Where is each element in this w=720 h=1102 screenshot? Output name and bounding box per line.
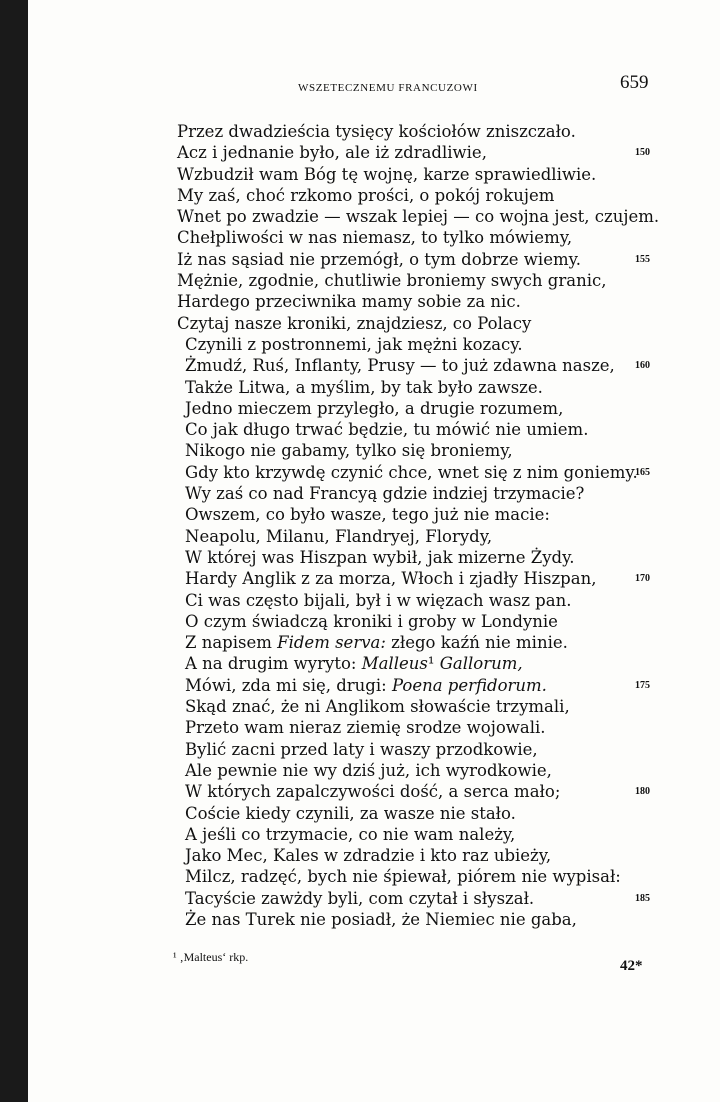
- verse-line: [177, 653, 657, 674]
- poem-verses: [177, 121, 660, 930]
- verse-text: Czytaj nasze kroniki, znajdziesz, co Polacy: [177, 313, 532, 333]
- verse-text: Ale pewnie nie wy dziś już, ich wyrodkowie,: [185, 760, 552, 780]
- verse-line: [177, 568, 657, 589]
- footnote: ¹ ‚Malteus‘ rkp.: [173, 950, 249, 964]
- italic-latin-phrase: Gallorum,: [439, 654, 523, 674]
- verse-text: Bylić zacni przed laty i waszy przodkowie,: [185, 739, 538, 759]
- verse-line: [177, 164, 657, 185]
- verse-text: Przeto wam nieraz ziemię srodze wojowali.: [185, 718, 546, 738]
- verse-text: Wy zaś co nad Francyą gdzie indziej trzymacie?: [185, 484, 585, 504]
- verse-line: [177, 398, 657, 419]
- verse-line: [177, 632, 657, 653]
- page-number: 659: [620, 72, 649, 93]
- verse-text: Hardy Anglik z za morza, Włoch i zjadły Hiszpan,: [185, 569, 597, 589]
- verse-line: [177, 249, 657, 270]
- verse-text: Neapolu, Milanu, Flandryej, Florydy,: [185, 526, 493, 546]
- verse-text: Wzbudził wam Bóg tę wojnę, karze sprawiedliwie.: [177, 164, 597, 184]
- italic-latin-phrase: Malleus: [361, 654, 428, 674]
- verse-text: Milcz, radzęć, bych nie śpiewał, piórem nie wypisał:: [185, 867, 621, 887]
- verse-text: Chełpliwości w nas niemasz, to tylko mówiemy,: [177, 228, 573, 248]
- italic-latin-phrase: Poena perfidorum.: [391, 675, 547, 695]
- verse-text: A jeśli co trzymacie, co nie wam należy,: [185, 824, 516, 844]
- verse-text: ¹: [427, 654, 440, 674]
- verse-text: A na drugim wyryto:: [185, 654, 362, 674]
- line-number: 165: [635, 466, 650, 478]
- verse-text: Jedno mieczem przyległo, a drugie rozumem,: [185, 398, 564, 418]
- printer-signature-mark: 42*: [620, 958, 643, 974]
- line-number: 185: [635, 892, 650, 904]
- verse-text: Gdy kto krzywdę czynić chce, wnet się z nim goniemy.: [185, 462, 638, 482]
- verse-line: [177, 419, 657, 440]
- verse-text: Mężnie, zgodnie, chutliwie broniemy swych granic,: [177, 271, 607, 291]
- verse-text: Skąd znać, że ni Anglikom słowaście trzymali,: [185, 697, 570, 717]
- book-page: [28, 0, 720, 1102]
- verse-text: Ci was często bijali, był i w więzach wasz pan.: [185, 590, 572, 610]
- verse-text: W których zapalczywości dość, a serca mało;: [185, 782, 561, 802]
- book-binding-edge: [0, 0, 28, 1102]
- verse-line: [177, 526, 657, 547]
- verse-line: [177, 781, 657, 802]
- verse-line: [177, 909, 657, 930]
- verse-line: [177, 270, 657, 291]
- verse-text: Co jak długo trwać będzie, tu mówić nie umiem.: [185, 420, 589, 440]
- verse-text: Mówi, zda mi się, drugi:: [185, 675, 392, 695]
- line-number: 150: [635, 147, 650, 159]
- verse-line: [177, 611, 657, 632]
- verse-line: [177, 696, 657, 717]
- verse-line: [177, 590, 657, 611]
- running-title: WSZETECZNEMU FRANCUZOWI: [298, 82, 478, 94]
- verse-text: Czynili z postronnemi, jak mężni kozacy.: [185, 334, 523, 354]
- verse-text: Wnet po zwadzie — wszak lepiej — co wojna jest, czujem.: [177, 207, 660, 227]
- line-number: 175: [635, 679, 650, 691]
- verse-text: Przez dwadzieścia tysięcy kościołów zniszczało.: [177, 122, 576, 141]
- verse-line: [177, 739, 657, 760]
- verse-text: Hardego przeciwnika mamy sobie za nic.: [177, 292, 521, 312]
- verse-text: Tacyście zawżdy byli, com czytał i słyszał.: [185, 888, 535, 908]
- verse-text: Iż nas sąsiad nie przemógł, o tym dobrze wiemy.: [177, 249, 581, 269]
- verse-line: [177, 547, 657, 568]
- verse-line: [177, 377, 657, 398]
- line-number: 155: [635, 253, 650, 265]
- verse-text: Że nas Turek nie posiadł, że Niemiec nie gaba,: [185, 909, 577, 929]
- verse-text: W której was Hiszpan wybił, jak mizerne Żydy.: [185, 547, 575, 567]
- verse-text: Także Litwa, a myślim, by tak było zawsze.: [185, 377, 543, 397]
- verse-line: [177, 227, 657, 248]
- verse-line: [177, 313, 657, 334]
- verse-text: Z napisem: [185, 633, 278, 653]
- line-number: 180: [635, 786, 650, 798]
- verse-line: [177, 206, 660, 227]
- verse-line: [177, 717, 657, 738]
- verse-line: [177, 291, 657, 312]
- verse-line: [177, 440, 657, 461]
- verse-text: Owszem, co było wasze, tego już nie macie:: [185, 505, 550, 525]
- italic-latin-phrase: Fidem serva:: [277, 633, 386, 653]
- verse-line: [177, 845, 657, 866]
- verse-line: [177, 760, 657, 781]
- verse-text: O czym świadczą kroniki i groby w Londynie: [185, 611, 558, 631]
- verse-line: [177, 866, 657, 887]
- verse-text: złego kaźń nie minie.: [385, 633, 568, 653]
- verse-line: [177, 824, 657, 845]
- verse-line: [177, 355, 657, 376]
- verse-line: [177, 334, 657, 355]
- verse-line: [177, 675, 657, 696]
- verse-line: [177, 142, 657, 163]
- verse-text: My zaś, choć rzkomo prości, o pokój rokujem: [177, 185, 555, 205]
- verse-text: Coście kiedy czynili, za wasze nie stało.: [185, 803, 516, 823]
- verse-text: Acz i jednanie było, ale iż zdradliwie,: [177, 143, 487, 163]
- verse-line: [177, 121, 657, 142]
- verse-line: [177, 504, 657, 525]
- verse-text: Żmudź, Ruś, Inflanty, Prusy — to już zdawna nasze,: [185, 356, 615, 376]
- line-number: 160: [635, 360, 650, 372]
- verse-text: Nikogo nie gabamy, tylko się broniemy,: [185, 441, 513, 461]
- line-number: 170: [635, 573, 650, 585]
- verse-text: Jako Mec, Kales w zdradzie i kto raz ubieży,: [185, 846, 552, 866]
- verse-line: [177, 185, 657, 206]
- verse-line: [177, 888, 657, 909]
- verse-line: [177, 462, 657, 483]
- verse-line: [177, 803, 657, 824]
- verse-line: [177, 483, 657, 504]
